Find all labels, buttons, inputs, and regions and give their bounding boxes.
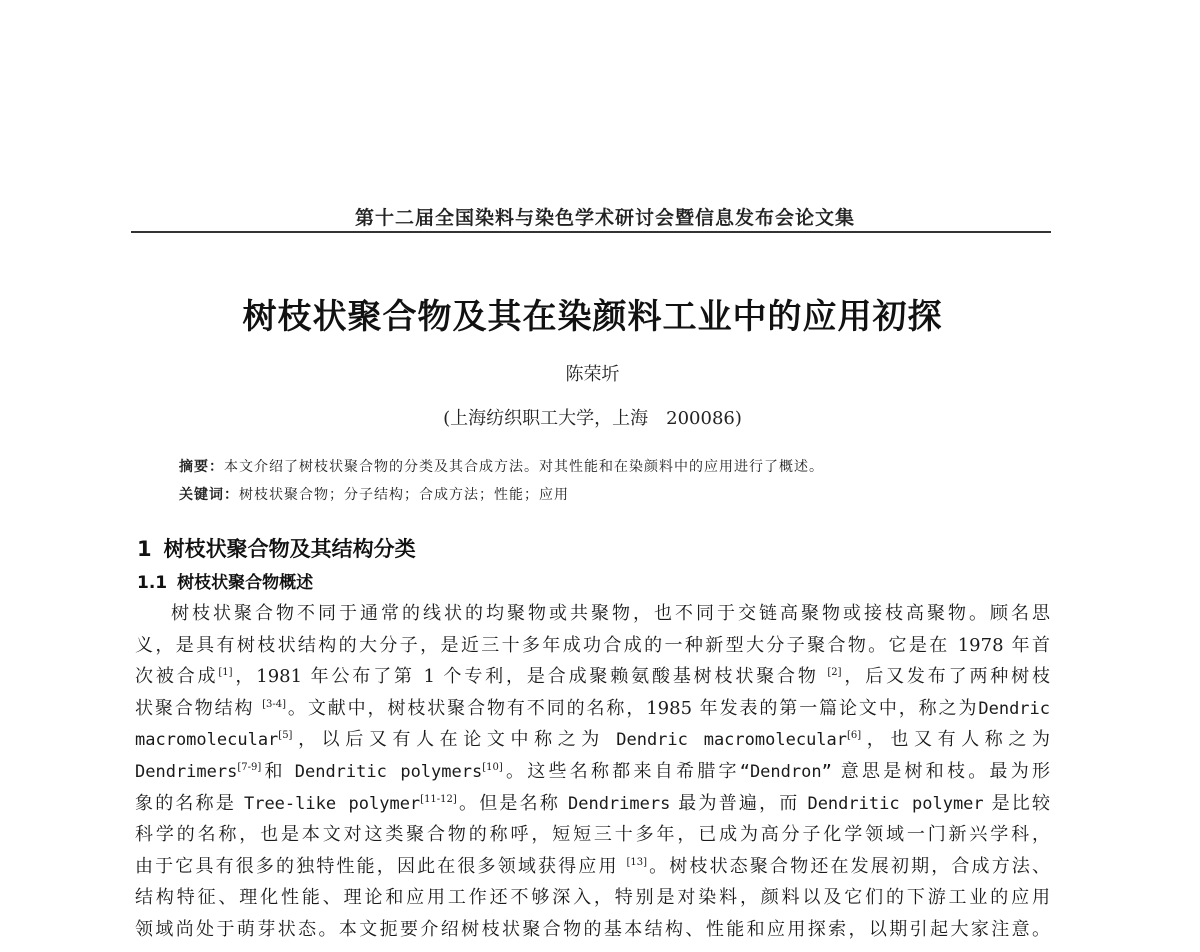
text: 和 [261,760,286,782]
body-line-7 [135,788,1050,820]
text: “Dendron” [739,761,832,782]
text: 最为普遍，而 [678,792,800,814]
text: 象的名称是 [135,792,237,814]
body-line-8: 科学的名称，也是本文对这类聚合物的称呼，短短三十多年，已成为高分子化学领域一门新兴学科， [135,824,1050,846]
text: Tree-like polymer [243,793,421,814]
body-line-4 [135,693,1050,725]
citation-ref: [2] [827,667,842,679]
body-line-5 [135,724,1050,756]
body-line-10: 结构特征、理化性能、理论和应用工作还不够深入，特别是对染料，颜料以及它们的下游工业的应用 [135,887,1050,909]
keywords [179,484,569,504]
abstract [179,456,824,476]
body-line-2: 义，是具有树枝状结构的大分子，是近三十多年成功合成的一种新型大分子聚合物。它是在 1978 年首 [135,634,1050,656]
citation-ref: [7-9] [237,761,262,773]
body-line-6 [135,756,1050,788]
paper-title: 树枝状聚合物及其在染颜料工业中的应用初探 [242,297,943,337]
citation-ref: [5] [278,730,293,742]
text: Dendric [978,698,1051,719]
affiliation-zip: 200086) [666,408,742,429]
text: Dendrimers [135,761,238,782]
text: 。但是名称 [456,792,561,814]
abstract-text: 本文介绍了树枝状聚合物的分类及其合成方法。对其性能和在染颜料中的应用进行了概述。 [224,459,824,475]
text: 由于它具有很多的独特性能，因此在很多领域获得应用 [135,855,619,877]
citation-ref: [11-12] [420,793,457,805]
text: ，以后又有人在论文中称之为 [292,729,605,751]
text: Dendritic polymer [807,793,984,814]
text: ，后又发布了两种树枝 [841,666,1050,688]
citation-ref: [3-4] [262,698,286,710]
section-title: 树枝状聚合物及其结构分类 [163,537,416,561]
text: 是比较 [991,792,1051,814]
citation-ref: [13] [626,856,647,868]
text: 。树枝状态聚合物还在发展初期，合成方法、 [647,855,1050,877]
body-line-9 [135,851,1050,883]
body-paragraph [135,598,1050,946]
text: 次被合成 [135,666,219,688]
citation-ref: [10] [482,761,503,773]
text: Dendritic polymers [294,761,483,782]
body-line-3 [135,661,1050,693]
header-rule [131,231,1051,233]
text: Dendrimers [567,793,671,814]
text: 。文献中，树枝状聚合物有不同的名称，1985 年发表的第一篇论文中，称之为 [286,697,979,719]
author-name: 陈荣圻 [565,364,620,385]
keywords-text: 树枝状聚合物；分子结构；合成方法；性能；应用 [239,487,569,503]
section-number: 1 [137,537,152,561]
citation-ref: [1] [218,667,233,679]
author-affiliation [0,404,1185,430]
citation-ref: [6] [847,730,862,742]
abstract-label: 摘要： [179,459,224,475]
text: 。这些名称都来自希腊字 [502,760,740,782]
subsection-title: 树枝状聚合物概述 [177,573,314,593]
subsection-number: 1.1 [137,573,168,593]
text: macromolecular [135,730,279,751]
subsection-heading-1-1 [137,568,313,593]
body-line-1: 树枝状聚合物不同于通常的线状的均聚物或共聚物，也不同于交链高聚物或接枝高聚物。顾名思 [171,603,1050,624]
keywords-label: 关键词： [179,487,239,503]
text: ，1981 年公布了第 1 个专利，是合成聚赖氨酸基树枝状聚合物 [232,666,819,688]
text: 意思是树和枝。最为形 [840,760,1051,782]
text: ，也又有人称之为 [861,729,1051,751]
text: Dendric macromolecular [616,730,848,751]
affiliation-institution: (上海纺织职工大学，上海 [443,408,649,429]
body-line-11: 领域尚处于萌芽状态。本文扼要介绍树枝状聚合物的基本结构、性能和应用探索，以期引起大家注意。 [135,918,1050,940]
text: 状聚合物结构 [135,697,255,719]
running-head: 第十二届全国染料与染色学术研讨会暨信息发布会论文集 [354,207,855,229]
section-heading-1 [137,533,416,563]
